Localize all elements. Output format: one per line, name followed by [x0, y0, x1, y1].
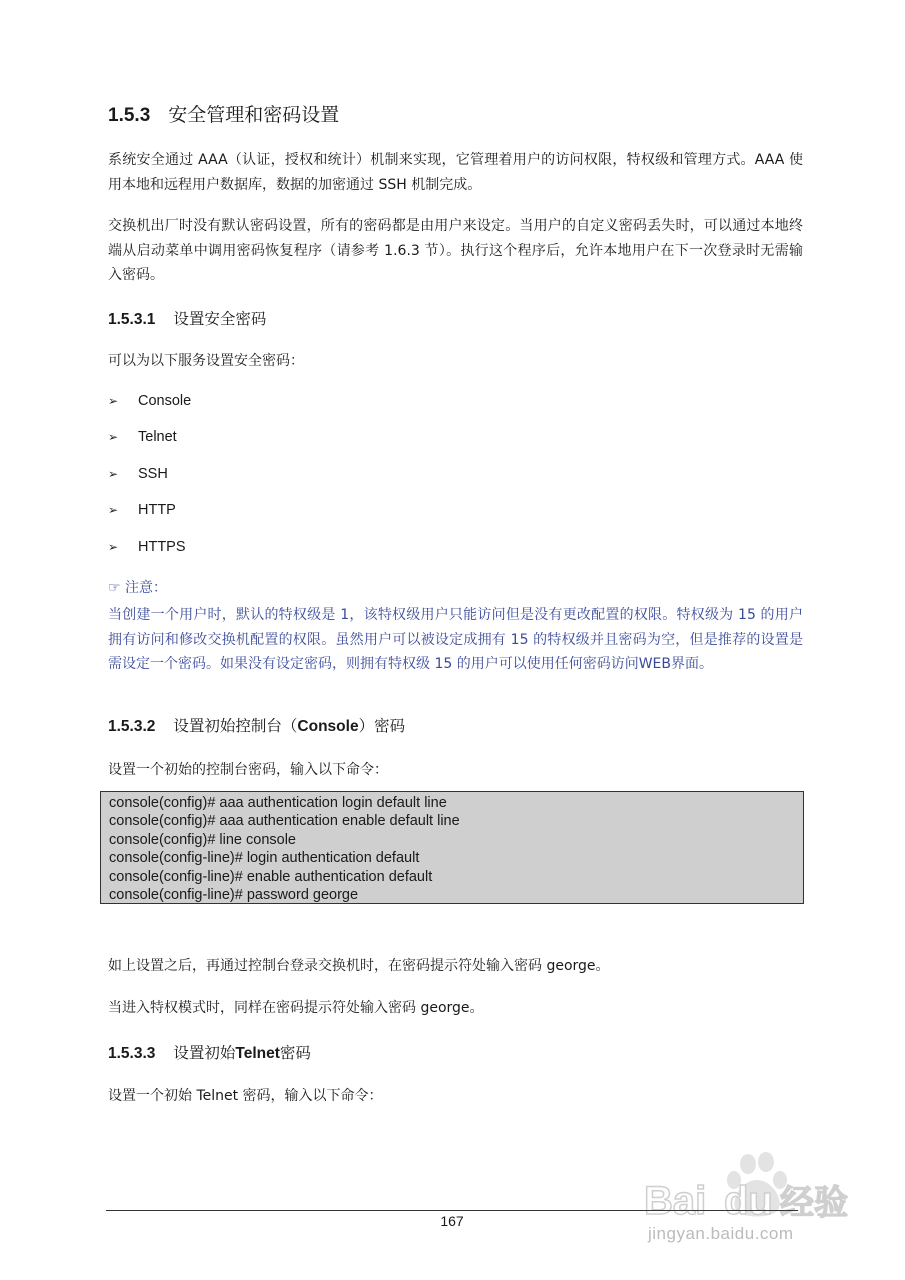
list-item: [108, 466, 168, 482]
after-paragraph-1: 如上设置之后，再通过控制台登录交换机时，在密码提示符处输入密码 george。: [108, 958, 610, 974]
command-line: console(config)# aaa authentication login default line: [109, 795, 447, 811]
arrow-bullet-icon: ➢: [108, 430, 119, 444]
footer-rule: [106, 1210, 798, 1211]
subsection-title-bold: Console: [297, 718, 359, 735]
arrow-bullet-icon: ➢: [108, 394, 119, 408]
subsection-heading-1: [108, 307, 266, 329]
subsection-number: 1.5.3.3: [108, 1045, 156, 1062]
subsection-number: 1.5.3.1: [108, 311, 156, 328]
list-item: [108, 502, 176, 518]
list-item: [108, 539, 186, 555]
list-item-text: HTTPS: [138, 539, 186, 555]
section-title: 安全管理和密码设置: [168, 104, 340, 126]
command-line: console(config-line)# login authentication default: [109, 850, 420, 867]
list-item-text: Console: [138, 393, 192, 409]
list-item-text: HTTP: [138, 502, 176, 518]
arrow-bullet-icon: ➢: [108, 540, 119, 554]
command-line: console(config)# line console: [109, 831, 296, 848]
subsection-title-pre: 设置初始: [173, 1044, 236, 1062]
subsection-title-bold: Telnet: [235, 1045, 280, 1062]
note-label: ☞ 注意：: [108, 580, 168, 596]
svg-text:经验: 经验: [780, 1183, 848, 1223]
console-lead: 设置一个初始的控制台密码，输入以下命令：: [108, 762, 388, 778]
subsection-heading-3: [108, 1041, 311, 1063]
arrow-bullet-icon: ➢: [108, 503, 119, 517]
subsection-title-post: 密码: [279, 1044, 311, 1062]
intro-paragraph-1: 系统安全通过 AAA（认证，授权和统计）机制来实现，它管理着用户的访问权限，特权级和管理方式。AAA 使用本地和远程用户数据库，数据的加密通过 SSH 机制完成。: [108, 152, 803, 193]
command-block: [100, 791, 804, 904]
subsection-title: 设置安全密码: [173, 310, 267, 328]
telnet-lead: 设置一个初始 Telnet 密码，输入以下命令：: [108, 1088, 383, 1104]
list-item: [108, 429, 177, 445]
intro-paragraph-2: 交换机出厂时没有默认密码设置，所有的密码都是由用户来设定。当用户的自定义密码丢失时，可以通过本地终端从启动菜单中调用密码恢复程序（请参考 1.6.3 节）。执行这个程序后，允许本地用户在下一次登录时无需输入密码。: [108, 218, 803, 283]
note-text: 当创建一个用户时，默认的特权级是 1，该特权级用户只能访问但是没有更改配置的权限。特权级为 15 的用户拥有访问和修改交换机配置的权限。虽然用户可以被设定成拥有 15 的特权级并且密码为空，但是推荐的设置是需设定一个密码。如果没有设定密码，则拥有特权级 15 的用户可以使用任何密码访问WEB界面。: [108, 607, 803, 672]
subsection-heading-2: [108, 714, 405, 736]
arrow-bullet-icon: ➢: [108, 467, 119, 481]
list-item-text: SSH: [138, 466, 168, 482]
svg-text:Bai: Bai: [644, 1179, 707, 1223]
services-lead: 可以为以下服务设置安全密码：: [108, 353, 304, 369]
command-line: console(config-line)# password george: [109, 887, 359, 904]
command-line: console(config-line)# enable authentication default: [109, 868, 433, 885]
section-heading: [108, 100, 339, 127]
subsection-number: 1.5.3.2: [108, 718, 156, 735]
after-paragraph-2: 当进入特权模式时，同样在密码提示符处输入密码 george。: [108, 1000, 484, 1016]
subsection-title-pre: 设置初始控制台（: [173, 717, 298, 735]
command-line: console(config)# aaa authentication enable default line: [109, 813, 460, 830]
page-number: 167: [440, 1213, 464, 1229]
svg-text:du: du: [724, 1179, 773, 1223]
section-number: 1.5.3: [108, 105, 151, 126]
list-item-text: Telnet: [138, 429, 177, 445]
list-item: [108, 393, 191, 409]
watermark-url: jingyan.baidu.com: [648, 1224, 794, 1243]
subsection-title-post: ）密码: [358, 717, 406, 735]
